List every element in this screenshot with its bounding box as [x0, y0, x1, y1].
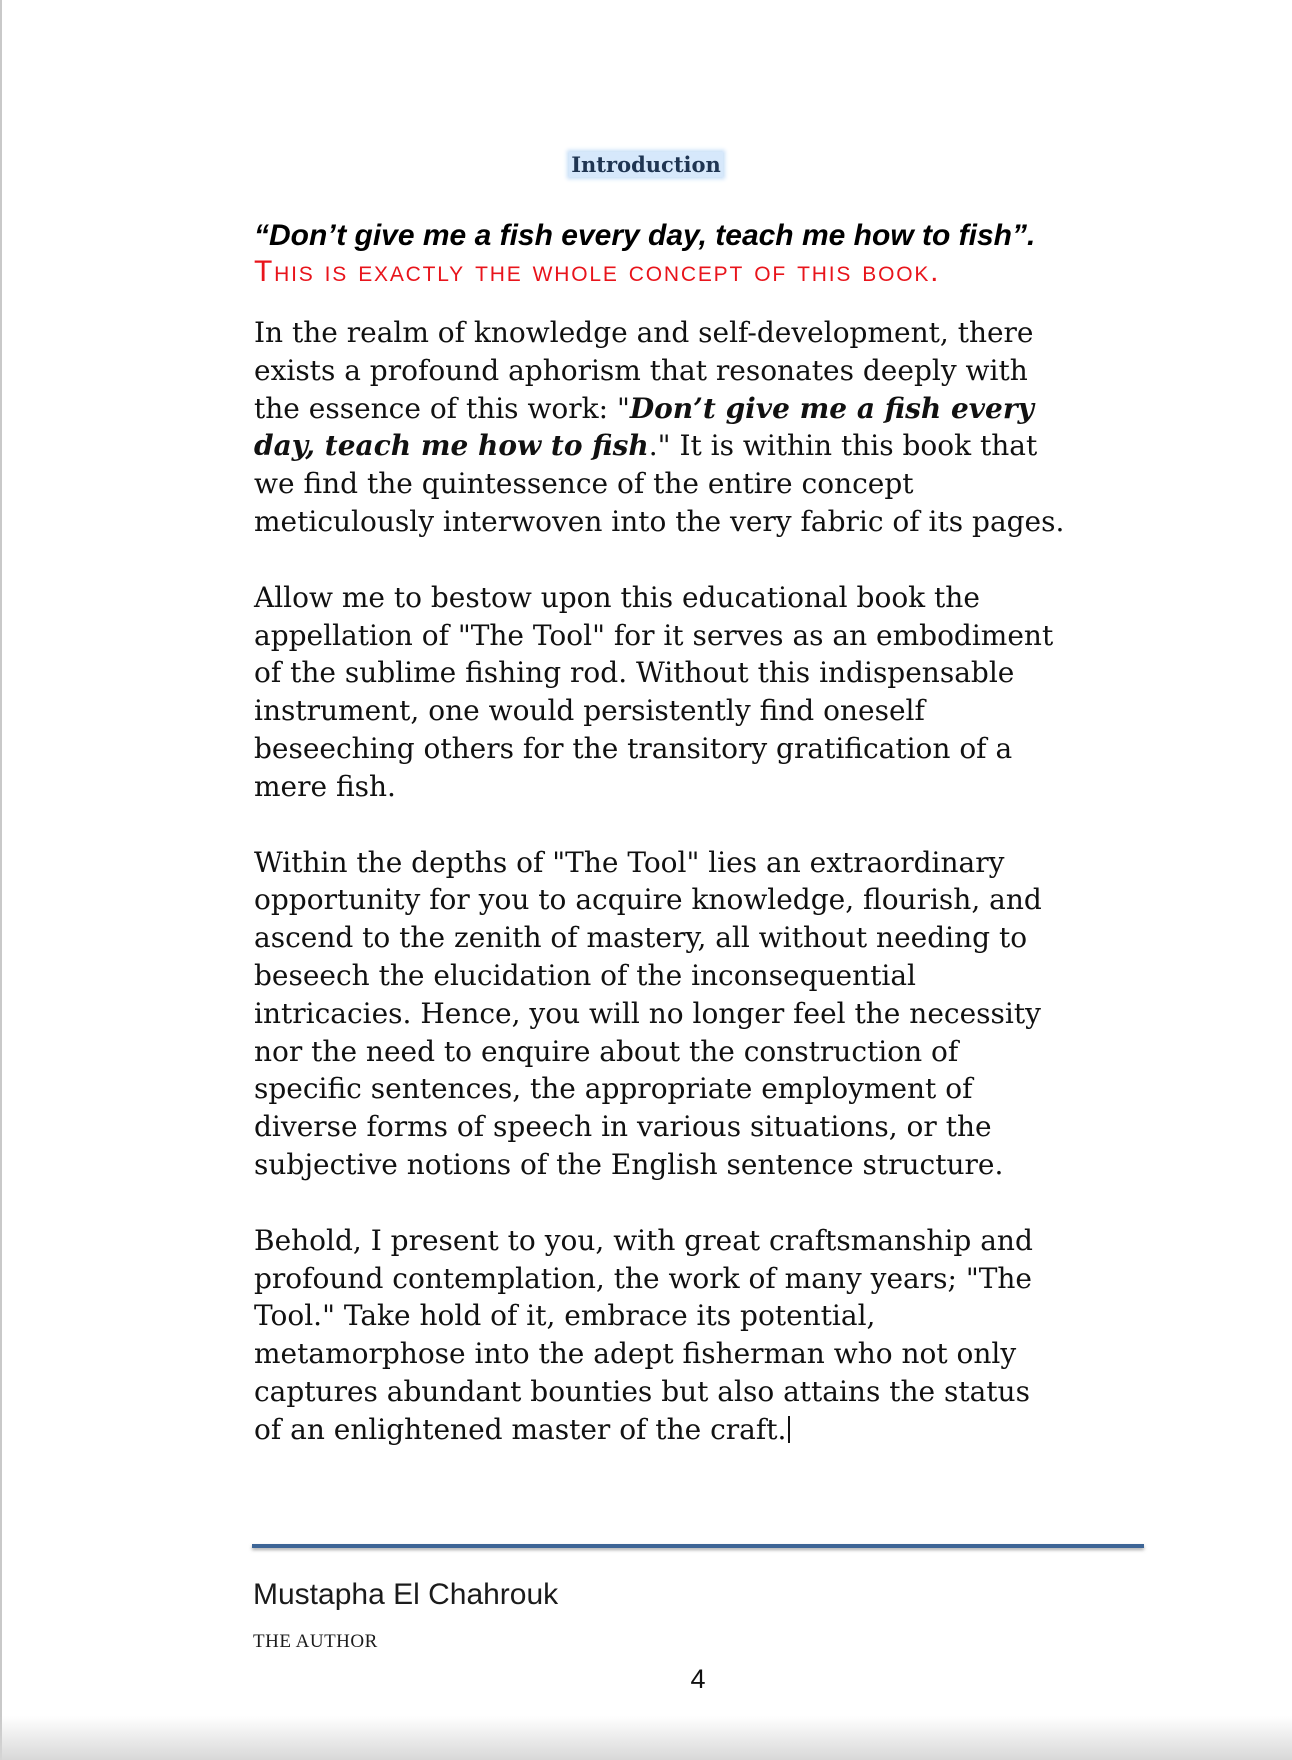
body-line: beseeching others for the transitory gratification of a [254, 731, 1013, 765]
emphasized-quote: day, teach me how to fish [254, 429, 649, 463]
body-line: ascend to the zenith of mastery, all without needing to [254, 921, 1028, 955]
body-line: mere fish. [254, 769, 396, 803]
body-line [254, 427, 1154, 465]
body-line: of the sublime fishing rod. Without this indispensable [254, 656, 1015, 690]
body-line: captures abundant bounties but also attains the status [254, 1374, 1030, 1408]
text-cursor [788, 1416, 790, 1443]
page-edge [0, 0, 2, 1760]
body-line: subjective notions of the English sentence structure. [254, 1147, 1004, 1181]
body-line: intricacies. Hence, you will no longer feel the necessity [254, 996, 1041, 1030]
body-line [254, 390, 1154, 428]
body-line: appellation of "The Tool" for it serves as an embodiment [254, 618, 1054, 652]
body-line: we find the quintessence of the entire concept [254, 467, 914, 501]
paragraph-3 [254, 844, 1154, 1184]
body-line: metamorphose into the adept fisherman who not only [254, 1337, 1017, 1371]
line-segment: of an enlightened master of the craft. [254, 1412, 787, 1446]
heading-text: Introduction [571, 152, 721, 177]
body-line [254, 1411, 1154, 1449]
quote-block [254, 218, 1154, 290]
body-line: nor the need to enquire about the construction of [254, 1034, 959, 1068]
body-line: Behold, I present to you, with great craftsmanship and [254, 1223, 1033, 1257]
line-segment: ." It is within this book that [648, 429, 1038, 463]
body-line: In the realm of knowledge and self-development, there [254, 316, 1034, 349]
body-text[interactable] [254, 314, 1154, 1487]
viewer-bottom-edge [0, 1716, 1292, 1760]
body-line: Within the depths of "The Tool" lies an extraordinary [254, 845, 1005, 879]
emphasized-quote: Don’t give me a fish every [629, 391, 1034, 425]
body-line: exists a profound aphorism that resonates deeply with [254, 353, 1028, 387]
concept-line: This is exactly the whole concept of this book. [254, 255, 941, 288]
line-segment: the essence of this work: " [254, 391, 630, 425]
paragraph-4 [254, 1222, 1154, 1449]
body-line: instrument, one would persistently find oneself [254, 694, 925, 728]
body-line: specific sentences, the appropriate employment of [254, 1072, 973, 1106]
body-line: meticulously interwoven into the very fabric of its pages. [254, 504, 1065, 538]
author-name: Mustapha El Chahrouk [253, 1578, 559, 1611]
author-role: THE AUTHOR [253, 1631, 378, 1652]
body-line: opportunity for you to acquire knowledge, flourish, and [254, 883, 1042, 917]
page-number: 4 [690, 1664, 706, 1694]
quote-text: “Don’t give me a fish every day, teach me how to fish”. [254, 219, 1036, 252]
body-line: profound contemplation, the work of many years; "The [254, 1261, 1032, 1295]
page-heading [0, 152, 1292, 177]
body-line: Tool." Take hold of it, embrace its potential, [254, 1299, 876, 1333]
signature-divider [252, 1544, 1144, 1548]
paragraph-1 [254, 314, 1154, 541]
body-line: Allow me to bestow upon this educational book the [254, 580, 980, 614]
body-line: beseech the elucidation of the inconsequential [254, 958, 916, 992]
paragraph-2 [254, 579, 1154, 806]
body-line: diverse forms of speech in various situations, or the [254, 1110, 992, 1144]
